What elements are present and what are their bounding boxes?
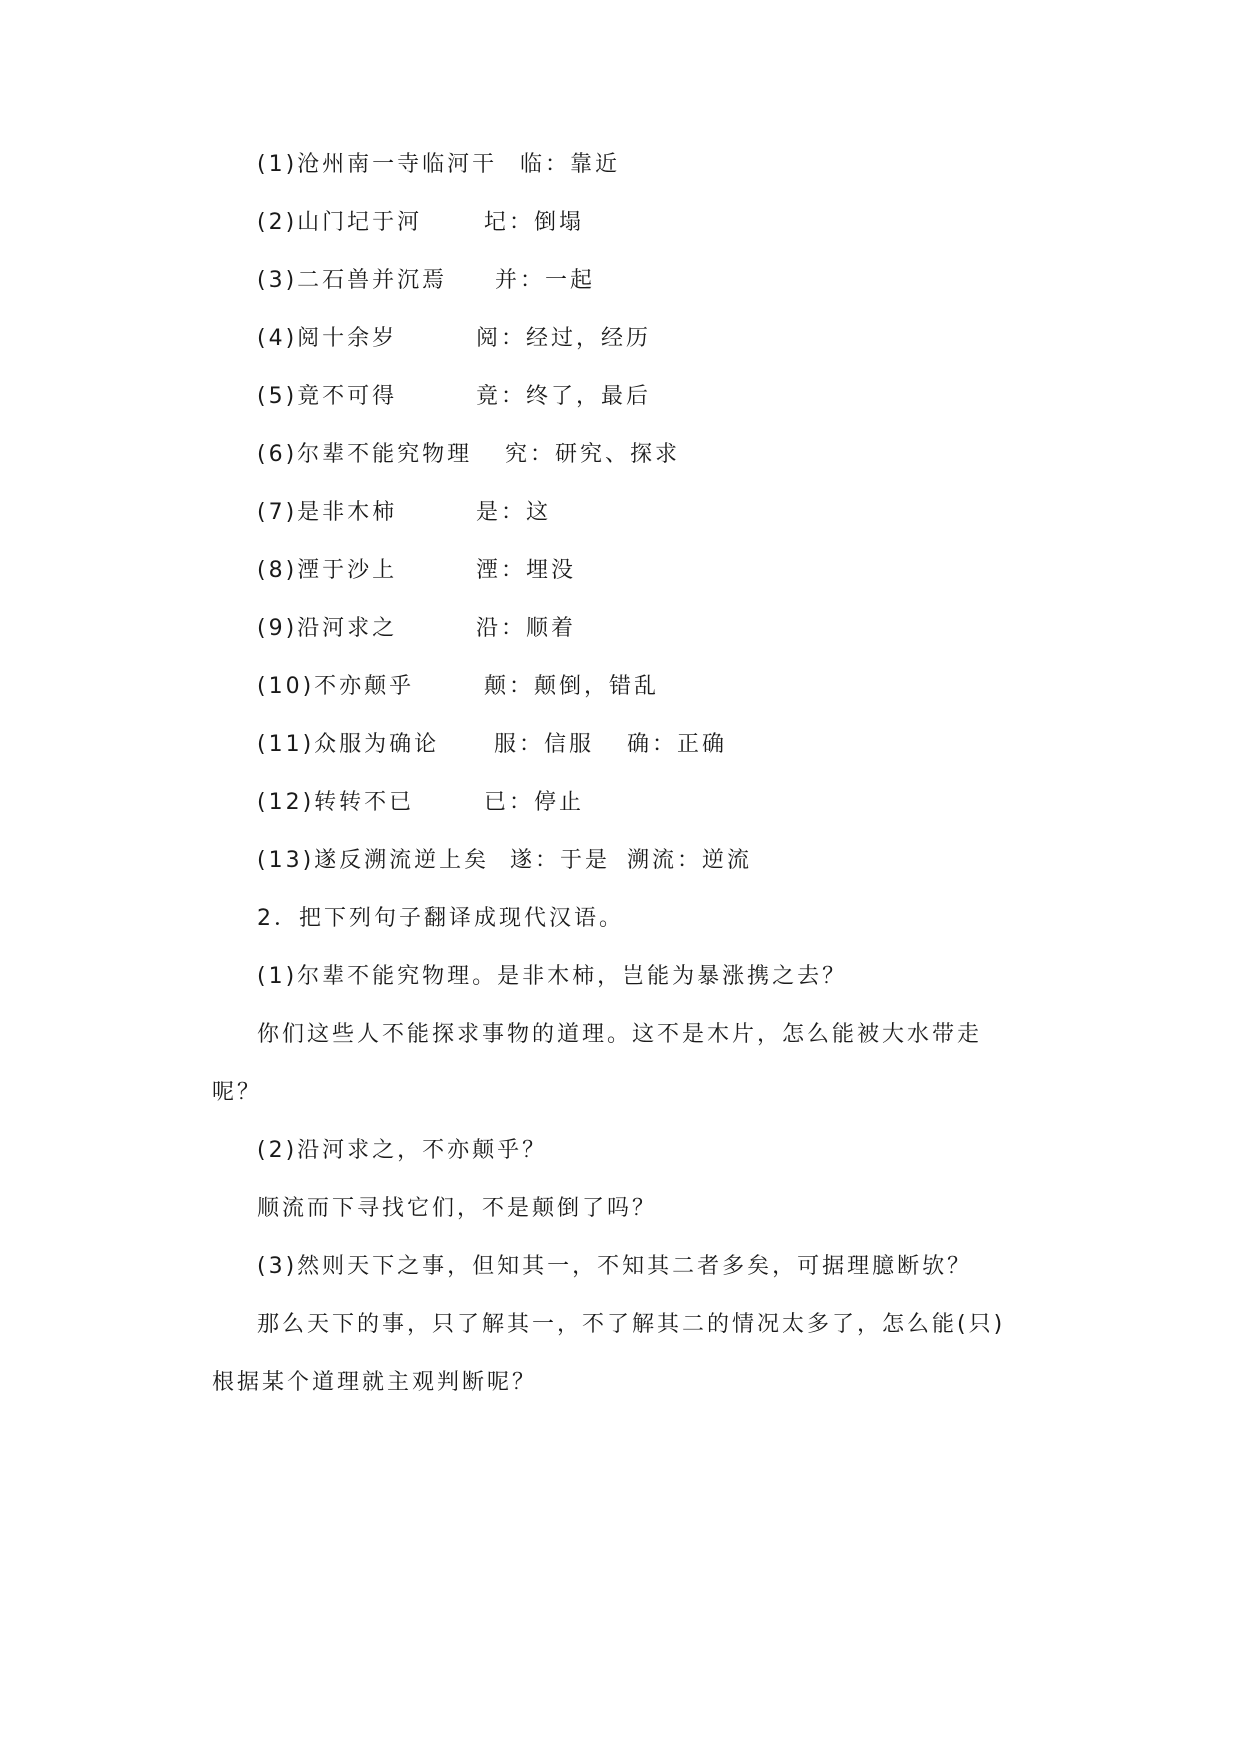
vocab-item: (12)转转不已 已：停止 — [257, 790, 585, 815]
answer-3-line-1: 那么天下的事，只了解其一，不了解其二的情况太多了，怎么能(只) — [257, 1312, 1006, 1337]
answer-1-line-2: 呢？ — [212, 1080, 263, 1105]
answer-3-line-2: 根据某个道理就主观判断呢？ — [212, 1370, 538, 1395]
vocab-item: (1)沧州南一寺临河干 临：靠近 — [257, 152, 621, 177]
vocab-item: (7)是非木柿 是：这 — [257, 500, 552, 525]
vocab-item: (5)竟不可得 竟：终了，最后 — [257, 384, 652, 409]
vocab-item: (10)不亦颠乎 颠：颠倒，错乱 — [257, 674, 660, 699]
question-1: (1)尔辈不能究物理。是非木柿，岂能为暴涨携之去？ — [257, 964, 848, 989]
vocab-item: (4)阅十余岁 阅：经过，经历 — [257, 326, 652, 351]
vocab-item: (13)遂反溯流逆上矣 遂：于是 溯流：逆流 — [257, 848, 753, 873]
answer-2: 顺流而下寻找它们，不是颠倒了吗？ — [257, 1196, 658, 1221]
vocab-item: (9)沿河求之 沿：顺着 — [257, 616, 577, 641]
section-heading: 2．把下列句子翻译成现代汉语。 — [257, 906, 624, 931]
answer-1-line-1: 你们这些人不能探求事物的道理。这不是木片，怎么能被大水带走 — [257, 1022, 983, 1047]
vocab-item: (8)湮于沙上 湮：埋没 — [257, 558, 577, 583]
vocab-item: (3)二石兽并沉焉 并：一起 — [257, 268, 596, 293]
vocab-item: (6)尔辈不能究物理 究：研究、探求 — [257, 442, 681, 467]
question-2: (2)沿河求之，不亦颠乎？ — [257, 1138, 548, 1163]
question-3: (3)然则天下之事，但知其一，不知其二者多矣，可据理臆断欤？ — [257, 1254, 973, 1279]
vocab-item: (2)山门圮于河 圮：倒塌 — [257, 210, 585, 235]
vocab-item: (11)众服为确论 服：信服 确：正确 — [257, 732, 728, 757]
